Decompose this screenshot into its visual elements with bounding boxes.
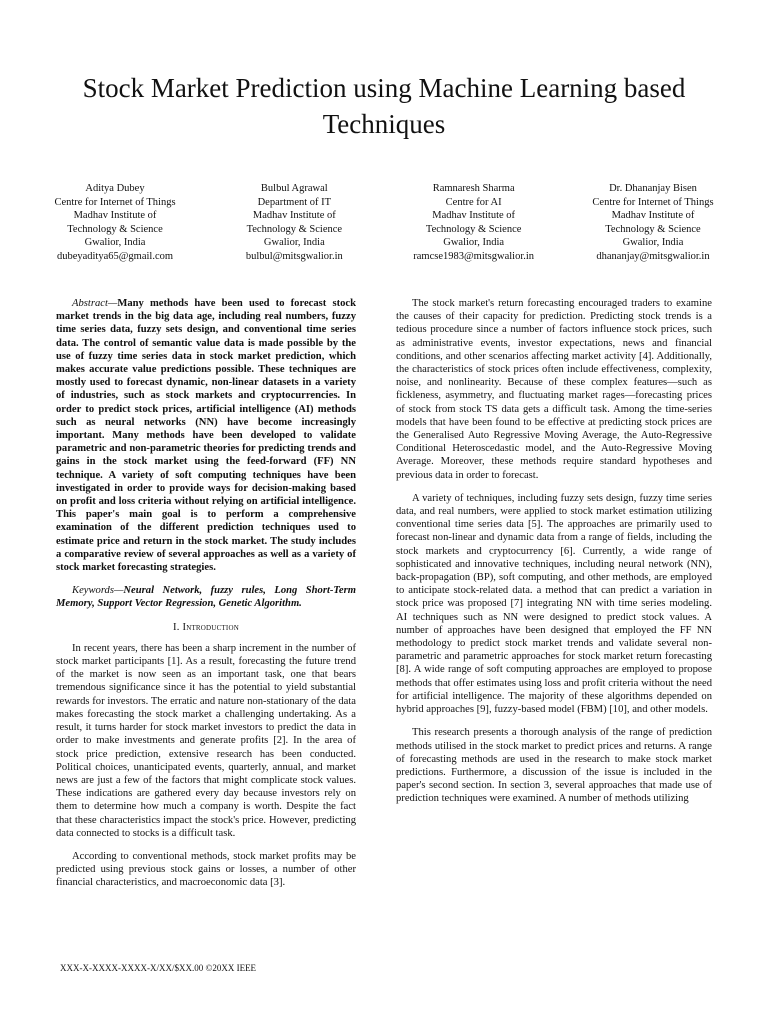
- author-institution: Madhav Institute of: [73, 210, 157, 222]
- keywords-label: Keywords—: [72, 585, 124, 597]
- section-heading-introduction: I. Introduction: [173, 621, 239, 633]
- author-3: [389, 182, 559, 264]
- author-institution: Technology & Science: [425, 223, 522, 235]
- left-column: [56, 297, 356, 900]
- keywords: [56, 584, 356, 610]
- paper-title: Stock Market Prediction using Machine Learning based Techniques: [82, 73, 686, 139]
- author-2: [209, 182, 379, 264]
- author-dept: Centre for Internet of Things: [592, 196, 714, 208]
- author-1: [30, 182, 200, 264]
- abstract-text: Many methods have been used to forecast stock market trends in the big data age, including real numbers, fuzzy time series data, fuzzy sets design, and conventional time series data. The control of semantic value data is made possible by the use of fuzzy time series data in stock market prediction, which makes accurate value predictions possible. These techniques are mostly used to forecast dynamic, non-linear datasets in a variety of industries, such as stock markets and cryptocurrencies. In order to predict stock prices, artificial intelligence (AI) methods such as neural networks (NN) have become increasingly important. Many methods have been developed to validate parametric and non-parametric theories for predicting trends and gains in the stock market using the feed-forward (FF) NN technique. A variety of soft computing techniques have been investigated in order to provide ways for decision-making based on profit and loss criteria without relying on artificial intelligence. This paper's main goal is to perform a comprehensive examination of the different prediction techniques used to estimate price and return in the stock market. The study includes a comparative review of several approaches as well as a variety of stock market forecasting strategies.: [56, 298, 356, 574]
- author-institution: Madhav Institute of: [611, 210, 695, 222]
- author-name: Dr. Dhananjay Bisen: [609, 183, 697, 194]
- author-location: Gwalior, India: [84, 237, 146, 249]
- author-location: Gwalior, India: [263, 237, 325, 249]
- abstract: [56, 297, 356, 574]
- author-institution: Technology & Science: [67, 223, 163, 235]
- author-name: Ramnaresh Sharma: [432, 183, 515, 194]
- author-institution: Technology & Science: [246, 223, 343, 235]
- body-paragraph-3: This research presents a thorough analysis of the range of prediction methods utilised in the stock market to predict prices and returns. A range of forecasting methods are used in the research to make stock market predictions. Furthermore, a discussion of the issue is included in the paper's second section. In section 3, several approaches that made use of prediction techniques were examined. A number of methods utilizing: [396, 727, 712, 805]
- author-email: dubeyaditya65@gmail.com: [56, 250, 174, 262]
- body-paragraph-2: A variety of techniques, including fuzzy sets design, fuzzy time series data, and real numbers, were applied to stock market estimation utilizing conventional time series data [5]. The approaches are primarily used to forecast non-linear and dynamic data from a range of fields, including the stock markets and cryptocurrency [6]. Currently, a wide range of sophisticated and innovative techniques, including neural network (NN), back-propagation (BP), soft computing, and other methods, are employed to anticipate stock-related data. a method that can predict a variation in stock price was proposed [7] integrating NN with time series modeling. AI techniques such as NN were designed to predict stock values. A number of approaches have been designed that employed the FF NN methodology to predict stock market trends and validate several non-parametric and parametric approaches for stock market return forecasting [8]. A wide range of soft computing approaches are employed to propose methods that offer estimates using loss and profit criteria without the need for artificial intelligence. The majority of these algorithms depended on hybrid approaches [9], fuzzy-based model (FBM) [10], and other models.: [396, 492, 712, 716]
- intro-paragraph-2: According to conventional methods, stock market profits may be predicted using previous stock gains or losses, a number of other financial characteristics, and macroeconomic data [3].: [56, 850, 356, 889]
- author-dept: Department of IT: [257, 196, 332, 208]
- author-dept: Centre for Internet of Things: [54, 196, 176, 208]
- author-institution: Technology & Science: [605, 223, 701, 235]
- author-email: dhananjay@mitsgwalior.in: [596, 250, 710, 262]
- copyright-footer: XXX-X-XXXX-XXXX-X/XX/$XX.00 ©20XX IEEE: [60, 963, 257, 973]
- author-location: Gwalior, India: [443, 237, 505, 249]
- author-name: Bulbul Agrawal: [260, 183, 328, 194]
- author-dept: Centre for AI: [445, 196, 502, 208]
- author-email: ramcse1983@mitsgwalior.in: [413, 250, 535, 262]
- intro-paragraph-1: In recent years, there has been a sharp increment in the number of stock market participants [1]. As a result, forecasting the future trend of the market is now seen as an important task, one that bears tremendous significance since it has the potential to yield substantial rewards for investors. The erratic and nature non-stationary of the data makes forecasting the stock market a challenging undertaking. As a result, it turns harder for stock market investors to predict the data in order to make investments and generate profits [2]. In the area of stock price prediction, extensive research has been conducted. Political choices, unanticipated events, quarterly, annual, and market news are just a few of the factors that might complicate stock values. These indications are gathered every day because investors rely on them to determine how much a company is worth. Despite the fact that these characteristics impact the stock's price. However, predicting data connected to stocks is a difficult task.: [56, 642, 356, 839]
- author-institution: Madhav Institute of: [432, 210, 516, 222]
- keywords-text: Neural Network, fuzzy rules, Long Short-Term Memory, Support Vector Regression, Genetic Algorithm.: [56, 585, 356, 610]
- body-paragraph-1: The stock market's return forecasting encouraged traders to examine the causes of their capacity for prediction. Predicting stock trends is a tedious procedure since a number of factors influence stock prices, such as administrative events, investor expectations, news and financial conditions, and other scenarios affecting market activity [4]. Additionally, the characteristics of stock prices often include effectiveness, complexity, noise, and nonlinearity. Because of these complex features—such as fickleness, asymmetry, and fluctuating market rages—forecasting prices of stock from stock TS data gets a difficult task. Among the time-series models that have been found to be effective at predicting stock prices are the Generalised Auto Regressive Moving Average, the Auto-Regressive Conditional Heteroscedastic model, and the Auto-Regressive Moving Average. Moreover, these methods require standard hypotheses and previous data in order to forecast.: [396, 298, 712, 481]
- author-name: Aditya Dubey: [85, 183, 145, 194]
- author-block: [30, 182, 738, 264]
- author-4: [568, 182, 738, 264]
- right-column: [396, 297, 712, 816]
- abstract-label: Abstract—: [72, 298, 118, 309]
- author-institution: Madhav Institute of: [252, 210, 336, 222]
- author-location: Gwalior, India: [622, 237, 684, 249]
- author-email: bulbul@mitsgwalior.in: [245, 250, 343, 262]
